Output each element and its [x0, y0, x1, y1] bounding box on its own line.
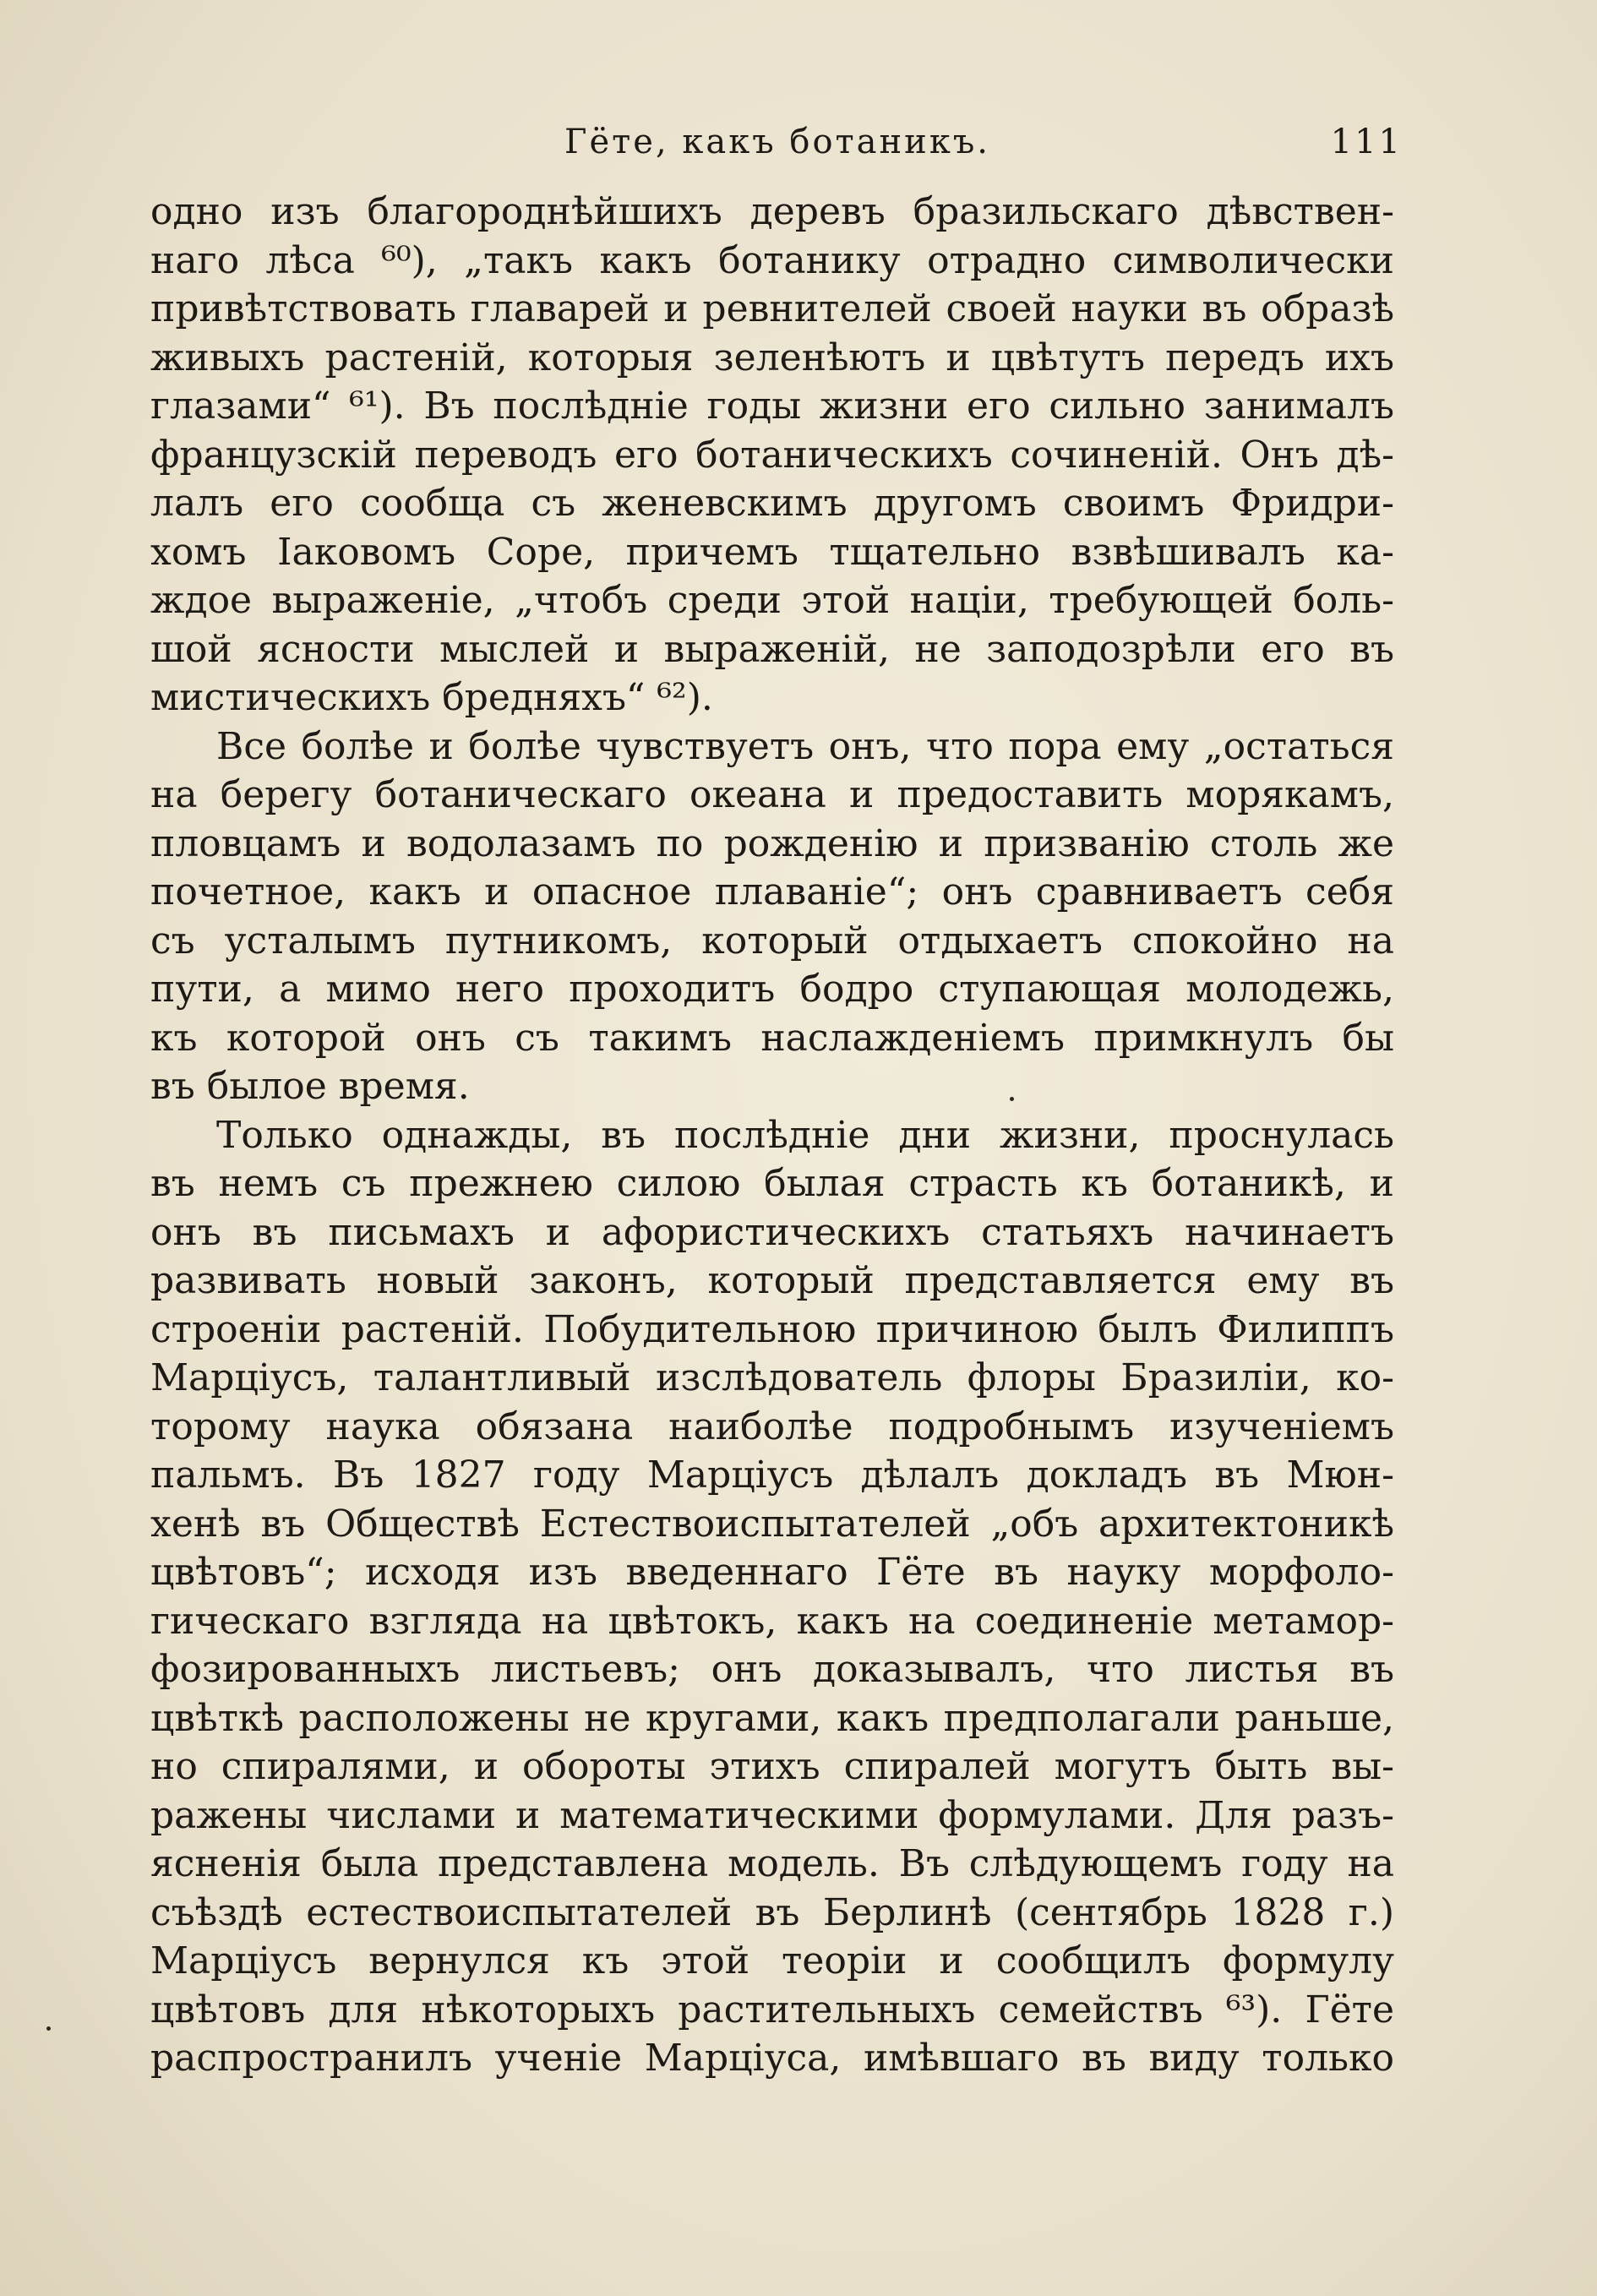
text-line: но спиралями, и обороты этихъ спиралей могутъ быть вы- [150, 1745, 1394, 1788]
text-line: ражены числами и математическими формулами. Для разъ- [150, 1793, 1394, 1837]
text-line: въ немъ съ прежнею силою былая страсть къ ботаникѣ, и [150, 1162, 1394, 1205]
text-line: ждое выраженіе, „чтобъ среди этой націи, требующей боль- [150, 579, 1394, 622]
body-text [150, 188, 1394, 2083]
text-line: Все болѣе и болѣе чувствуетъ онъ, что пора ему „остаться [216, 724, 1394, 768]
text-line: развивать новый законъ, который представляется ему въ [150, 1259, 1394, 1302]
text-line: на берегу ботаническаго океана и предоставить морякамъ, [150, 773, 1394, 816]
text-line: почетное, какъ и опасное плаваніе“; онъ сравниваетъ себя [150, 870, 1394, 913]
text-line: строеніи растеній. Побудительною причиною былъ Филиппъ [150, 1307, 1394, 1351]
text-line: мистическихъ бредняхъ“ ⁶²). [150, 676, 713, 719]
page-number: 111 [1330, 123, 1403, 161]
text-line: живыхъ растеній, которыя зеленѣютъ и цвѣтутъ передъ ихъ [150, 335, 1394, 379]
text-line: пути, а мимо него проходитъ бодро ступающая молодежь, [150, 968, 1394, 1011]
text-line: цвѣтовъ для нѣкоторыхъ растительныхъ семействъ ⁶³). Гёте [150, 1988, 1394, 2031]
text-line: лалъ его сообща съ женевскимъ другомъ своимъ Фридри- [150, 482, 1394, 525]
text-line: цвѣтовъ“; исходя изъ введеннаго Гёте въ науку морфоло- [150, 1551, 1394, 1594]
text-line: фозированныхъ листьевъ; онъ доказывалъ, что листья въ [150, 1648, 1394, 1691]
text-line: съѣздѣ естествоиспытателей въ Берлинѣ (сентябрь 1828 г.) [150, 1890, 1394, 1934]
text-line: распространилъ ученіе Марціуса, имѣвшаго въ виду только [150, 2037, 1394, 2080]
print-speck [46, 2026, 51, 2031]
text-line: къ которой онъ съ такимъ наслажденіемъ примкнулъ бы [150, 1016, 1394, 1060]
text-line: одно изъ благороднѣйшихъ деревъ бразильскаго дѣвствен- [150, 190, 1394, 233]
print-speck [1010, 1097, 1014, 1101]
text-line: пловцамъ и водолазамъ по рожденію и призванію столь же [150, 821, 1394, 865]
text-line: Только однажды, въ послѣдніе дни жизни, проснулась [216, 1113, 1394, 1157]
text-line: шой ясности мыслей и выраженій, не заподозрѣли его въ [150, 627, 1394, 671]
text-line: въ былое время. [150, 1065, 470, 1108]
text-line: ясненія была представлена модель. Въ слѣдующемъ году на [150, 1842, 1394, 1885]
text-line: французскій переводъ его ботаническихъ сочиненій. Онъ дѣ- [150, 433, 1394, 477]
text-line: пальмъ. Въ 1827 году Марціусъ дѣлалъ докладъ въ Мюн- [150, 1453, 1394, 1497]
text-line: онъ въ письмахъ и афористическихъ статьяхъ начинаетъ [150, 1210, 1394, 1254]
running-head [152, 123, 1403, 173]
text-line: торому наука обязана наиболѣе подробнымъ изученіемъ [150, 1404, 1394, 1448]
text-line: хомъ Іаковомъ Соре, причемъ тщательно взвѣшивалъ ка- [150, 530, 1394, 574]
text-line: привѣтствовать главарей и ревнителей своей науки въ образѣ [150, 287, 1394, 330]
text-line: цвѣткѣ расположены не кругами, какъ предполагали раньше, [150, 1696, 1394, 1740]
running-title: Гёте, какъ ботаникъ. [564, 123, 991, 161]
text-line: Марціусъ вернулся къ этой теоріи и сообщилъ формулу [150, 1939, 1394, 1982]
text-line: гическаго взгляда на цвѣтокъ, какъ на соединеніе метамор- [150, 1599, 1394, 1643]
text-line: хенѣ въ Обществѣ Естествоиспытателей „объ архитектоникѣ [150, 1502, 1394, 1546]
text-line: наго лѣса ⁶⁰), „такъ какъ ботанику отрадно символически [150, 238, 1394, 282]
text-line: глазами“ ⁶¹). Въ послѣдніе годы жизни его сильно занималъ [150, 384, 1394, 428]
text-line: съ усталымъ путникомъ, который отдыхаетъ спокойно на [150, 919, 1394, 963]
text-line: Марціусъ, талантливый изслѣдователь флоры Бразиліи, ко- [150, 1356, 1394, 1399]
